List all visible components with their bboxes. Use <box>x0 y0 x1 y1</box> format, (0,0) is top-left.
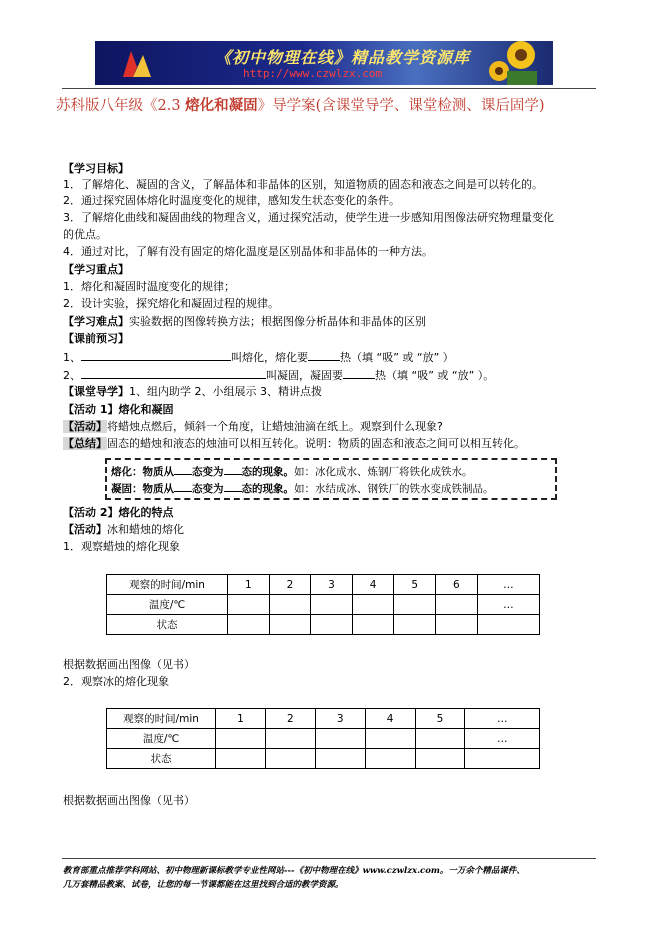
preview-num: 2、 <box>63 369 81 382</box>
logo-icon <box>119 47 155 81</box>
difficulty-text: 实验数据的图像转换方法；根据图像分析晶体和非晶体的区别 <box>129 315 426 328</box>
table-cell: … <box>477 595 539 615</box>
preview-num: 1、 <box>63 351 81 364</box>
table-cell[interactable] <box>352 595 394 615</box>
footer <box>63 864 603 892</box>
table-cell: … <box>465 729 540 749</box>
guide-text: 1、组内助学 2、小组展示 3、精讲点拨 <box>129 385 322 398</box>
graph-note: 根据数据画出图像（见书） <box>63 658 195 671</box>
graph-note: 根据数据画出图像（见书） <box>63 794 195 807</box>
goals-heading: 【学习目标】 <box>63 162 129 175</box>
sunflower-icon <box>487 41 545 85</box>
table-cell[interactable] <box>365 729 415 749</box>
def-mid: 态变为 <box>192 483 224 495</box>
def-end: 态的现象。 <box>241 466 294 478</box>
banner-title: 《初中物理在线》精品教学资源库 <box>215 48 471 67</box>
preview-heading: 【课前预习】 <box>63 332 129 345</box>
answer-blank[interactable] <box>81 350 231 361</box>
table-header: 2 <box>265 709 315 729</box>
candle-subheading: 1．观察蜡烛的熔化现象 <box>63 540 180 553</box>
table-cell[interactable] <box>216 749 266 769</box>
table-row <box>107 575 540 595</box>
table-cell[interactable] <box>394 595 436 615</box>
table-row <box>107 729 540 749</box>
table-cell[interactable] <box>465 749 540 769</box>
table-cell[interactable] <box>352 615 394 635</box>
table-cell[interactable] <box>265 749 315 769</box>
key-point-item: 2．设计实验，探究熔化和凝固过程的规律。 <box>63 297 279 310</box>
table-cell[interactable] <box>228 615 270 635</box>
table-header: 观察的时间/min <box>107 575 228 595</box>
table-cell[interactable] <box>311 595 353 615</box>
answer-blank[interactable] <box>174 481 192 492</box>
def-example: 如：冰化成水、炼钢厂将铁化成铁水。 <box>294 466 473 478</box>
summary-label: 【总结】 <box>63 437 107 450</box>
activity1-summary <box>63 437 525 451</box>
goal-item: 4．通过对比，了解有没有固定的熔化温度是区别晶体和非晶体的一种方法。 <box>63 245 433 258</box>
footer-line: 教育部重点推荐学科网站、初中物理新课标教学专业性网站---《初中物理在线》www.czwlzx.com。一万余个精品课件、 <box>63 866 525 876</box>
header-rule <box>62 88 596 89</box>
table-header: 6 <box>436 575 478 595</box>
preview-end: 热（填 “吸” 或 “放” ）。 <box>375 369 495 382</box>
footer-rule <box>62 858 596 859</box>
difficulty-line <box>63 315 426 329</box>
table-header: 1 <box>228 575 270 595</box>
table-row <box>107 709 540 729</box>
table-header: 3 <box>315 709 365 729</box>
key-points-heading: 【学习重点】 <box>63 263 129 276</box>
table-cell[interactable] <box>477 615 539 635</box>
answer-blank[interactable] <box>224 464 242 475</box>
activity2-heading: 【活动 2】熔化的特点 <box>63 506 174 519</box>
table-row-label: 状态 <box>107 749 216 769</box>
answer-blank[interactable] <box>174 464 192 475</box>
goal-item: 1．了解熔化、凝固的含义，了解晶体和非晶体的区别，知道物质的固态和液态之间是可以转化的。 <box>63 178 543 191</box>
table-header: 4 <box>352 575 394 595</box>
def-end: 态的现象。 <box>241 483 294 495</box>
answer-blank[interactable] <box>224 481 242 492</box>
melting-definition <box>111 464 473 479</box>
activity1-task <box>63 420 443 434</box>
banner-url[interactable]: http://www.czwlzx.com <box>243 67 383 80</box>
table-cell[interactable] <box>436 595 478 615</box>
table-cell[interactable] <box>228 595 270 615</box>
ice-subheading: 2．观察冰的熔化现象 <box>63 675 169 688</box>
freezing-definition <box>111 481 494 496</box>
guide-heading: 【课堂导学】 <box>63 385 129 398</box>
table-header: 2 <box>269 575 311 595</box>
table-header: … <box>477 575 539 595</box>
table-header: 1 <box>216 709 266 729</box>
table-row-label: 温度/℃ <box>107 729 216 749</box>
table-header: 5 <box>394 575 436 595</box>
answer-blank[interactable] <box>308 350 340 361</box>
table-cell[interactable] <box>394 615 436 635</box>
preview-mid: 叫凝固，凝固要 <box>266 369 343 382</box>
table-row-label: 温度/℃ <box>107 595 228 615</box>
goal-item: 2．通过探究固体熔化时温度变化的规律，感知发生状态变化的条件。 <box>63 194 400 207</box>
key-point-item: 1．熔化和凝固时温度变化的规律； <box>63 280 235 293</box>
goal-item: 3．了解熔化曲线和凝固曲线的物理含义，通过探究活动，使学生进一步感知用图像法研究物理量变化 <box>63 211 554 224</box>
table-header: 观察的时间/min <box>107 709 216 729</box>
activity1-heading: 【活动 1】熔化和凝固 <box>63 403 174 416</box>
table-row-label: 状态 <box>107 615 228 635</box>
table-row <box>107 595 540 615</box>
activity-label: 【活动】 <box>63 523 107 536</box>
table-cell[interactable] <box>436 615 478 635</box>
def-label: 凝固：物质从 <box>111 483 174 495</box>
def-example: 如：水结成冰、钢铁厂的铁水变成铁制品。 <box>294 483 494 495</box>
preview-line-2 <box>63 368 494 383</box>
candle-table <box>106 574 540 635</box>
title-suffix: 》导学案(含课堂导学、课堂检测、课后固学) <box>257 98 545 114</box>
table-cell[interactable] <box>365 749 415 769</box>
activity-text: 冰和蜡烛的熔化 <box>107 523 184 536</box>
guide-line <box>63 385 322 399</box>
difficulty-heading: 【学习难点】 <box>63 315 129 328</box>
table-header: 5 <box>415 709 465 729</box>
def-mid: 态变为 <box>192 466 224 478</box>
ice-table <box>106 708 540 769</box>
answer-blank[interactable] <box>343 368 375 379</box>
title-prefix: 苏科版八年级《2.3 <box>56 98 186 114</box>
table-row <box>107 749 540 769</box>
goal-item: 的优点。 <box>63 228 107 241</box>
table-header: 4 <box>365 709 415 729</box>
table-cell[interactable] <box>315 749 365 769</box>
preview-mid: 叫熔化，熔化要 <box>231 351 308 364</box>
preview-end: 热（填 “吸” 或 “放” ） <box>340 351 454 364</box>
table-row <box>107 615 540 635</box>
table-cell[interactable] <box>269 595 311 615</box>
table-cell[interactable] <box>216 729 266 749</box>
activity2-task <box>63 523 184 537</box>
table-cell[interactable] <box>269 615 311 635</box>
table-cell[interactable] <box>415 729 465 749</box>
preview-line-1 <box>63 350 454 365</box>
header-banner <box>95 41 553 85</box>
table-cell[interactable] <box>315 729 365 749</box>
summary-text: 固态的蜡烛和液态的烛油可以相互转化。说明：物质的固态和液态之间可以相互转化。 <box>107 437 525 450</box>
table-cell[interactable] <box>311 615 353 635</box>
activity-text: 将蜡烛点燃后，倾斜一个角度，让蜡烛油滴在纸上。观察到什么现象? <box>107 420 443 433</box>
activity-label: 【活动】 <box>63 420 107 433</box>
table-header: 3 <box>311 575 353 595</box>
def-label: 熔化：物质从 <box>111 466 174 478</box>
title-topic: 熔化和凝固 <box>185 97 258 114</box>
table-cell[interactable] <box>415 749 465 769</box>
table-header: … <box>465 709 540 729</box>
table-cell[interactable] <box>265 729 315 749</box>
answer-blank[interactable] <box>81 368 266 379</box>
definition-box <box>105 458 557 500</box>
footer-line: 几万套精品教案、试卷，让您的每一节课都能在这里找到合适的教学资源。 <box>63 880 344 890</box>
document-title <box>56 94 616 115</box>
